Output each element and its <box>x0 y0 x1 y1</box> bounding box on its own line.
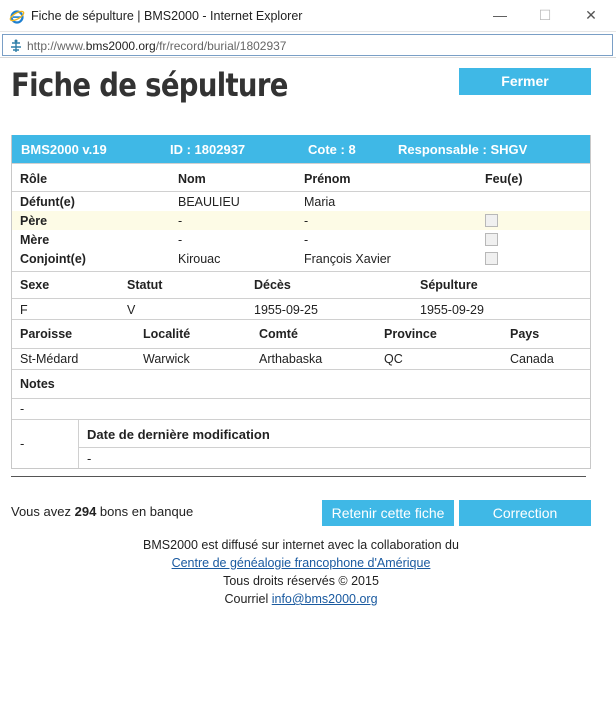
bank-prefix: Vous avez <box>11 504 75 519</box>
correction-button[interactable]: Correction <box>459 500 591 526</box>
place-header-row <box>12 320 590 348</box>
event-table <box>12 271 590 319</box>
sepulture-value: 1955-09-29 <box>420 303 484 317</box>
content-divider <box>11 476 586 477</box>
place-row <box>12 349 590 369</box>
bank-suffix: bons en banque <box>96 504 194 519</box>
bank-count: 294 <box>74 504 97 519</box>
burial-record <box>11 135 591 469</box>
address-bar <box>0 32 616 58</box>
event-row <box>12 299 590 319</box>
notes-value: - <box>20 402 25 416</box>
col-header-pays: Pays <box>510 327 540 341</box>
sexe-value: F <box>20 303 28 317</box>
window-titlebar <box>0 0 616 32</box>
role-label: Conjoint(e) <box>20 252 86 266</box>
record-id: ID : 1802937 <box>170 142 246 157</box>
page-title: Fiche de sépulture <box>11 66 288 104</box>
table-row-defunt <box>12 192 590 211</box>
notes-section <box>12 369 590 419</box>
localite-value: Warwick <box>143 352 190 366</box>
deces-value: 1955-09-25 <box>254 303 318 317</box>
table-row-pere <box>12 211 590 230</box>
record-responsable: Responsable : SHGV <box>398 142 528 157</box>
copyright-text: Tous droits réservés © 2015 <box>223 574 379 588</box>
url-path: /fr/record/burial/1802937 <box>155 39 287 53</box>
url-prefix: http://www. <box>27 39 86 53</box>
col-header-nom: Nom <box>178 172 206 186</box>
cgfa-link[interactable]: Centre de généalogie francophone d'Amérique <box>171 556 431 570</box>
window-title: Fiche de sépulture | BMS2000 - Internet Explorer <box>31 9 303 23</box>
role-label: Défunt(e) <box>20 195 75 209</box>
col-header-deces: Décès <box>254 278 291 292</box>
site-favicon-icon <box>9 39 23 53</box>
col-header-province: Province <box>384 327 437 341</box>
col-header-paroisse: Paroisse <box>20 327 73 341</box>
col-header-feu: Feu(e) <box>485 172 523 186</box>
notes-header-row <box>12 370 590 398</box>
table-row-mere <box>12 230 590 249</box>
footer <box>0 536 602 608</box>
feu-checkbox[interactable] <box>485 252 498 265</box>
modification-left-value: - <box>20 436 25 451</box>
prenom-value: Maria <box>304 195 336 209</box>
nom-value: BEAULIEU <box>178 195 240 209</box>
footer-collaboration-text: BMS2000 est diffusé sur internet avec la collaboration du <box>143 538 459 552</box>
close-window-button[interactable]: ✕ <box>585 7 597 23</box>
feu-checkbox[interactable] <box>485 214 498 227</box>
col-header-statut: Statut <box>127 278 163 292</box>
province-value: QC <box>384 352 403 366</box>
role-label: Mère <box>20 233 50 247</box>
col-header-role: Rôle <box>20 172 48 186</box>
courriel-label: Courriel <box>224 592 272 606</box>
paroisse-value: St-Médard <box>20 352 79 366</box>
col-header-prenom: Prénom <box>304 172 351 186</box>
minimize-button[interactable]: — <box>493 7 507 23</box>
internet-explorer-icon <box>9 8 25 24</box>
url-domain: bms2000.org <box>85 39 156 53</box>
url-text <box>27 39 286 53</box>
prenom-value: - <box>304 214 309 228</box>
people-header-row <box>12 166 590 190</box>
modification-date-header: Date de dernière modification <box>87 427 270 442</box>
pays-value: Canada <box>510 352 554 366</box>
col-header-sepulture: Sépulture <box>420 278 478 292</box>
event-header-row <box>12 272 590 298</box>
maximize-button[interactable]: ☐ <box>538 7 552 23</box>
bank-balance <box>11 504 193 519</box>
feu-checkbox[interactable] <box>485 233 498 246</box>
role-label: Père <box>20 214 48 228</box>
col-header-localite: Localité <box>143 327 191 341</box>
record-header <box>12 135 590 163</box>
url-field[interactable] <box>2 34 613 56</box>
nom-value: - <box>178 214 183 228</box>
prenom-value: François Xavier <box>304 252 391 266</box>
notes-header: Notes <box>20 377 55 391</box>
statut-value: V <box>127 303 136 317</box>
prenom-value: - <box>304 233 309 247</box>
people-table <box>12 163 590 271</box>
notes-row <box>12 399 590 419</box>
table-row-conjoint <box>12 249 590 271</box>
nom-value: Kirouac <box>178 252 221 266</box>
record-cote: Cote : 8 <box>308 142 356 157</box>
comte-value: Arthabaska <box>259 352 323 366</box>
modification-date-value: - <box>87 451 92 466</box>
nom-value: - <box>178 233 183 247</box>
close-button[interactable]: Fermer <box>459 68 591 95</box>
email-link[interactable]: info@bms2000.org <box>271 592 378 606</box>
col-header-comte: Comté <box>259 327 298 341</box>
col-header-sexe: Sexe <box>20 278 50 292</box>
record-version: BMS2000 v.19 <box>21 142 107 157</box>
place-table <box>12 319 590 369</box>
modification-section <box>12 419 590 468</box>
keep-record-button[interactable]: Retenir cette fiche <box>322 500 454 526</box>
